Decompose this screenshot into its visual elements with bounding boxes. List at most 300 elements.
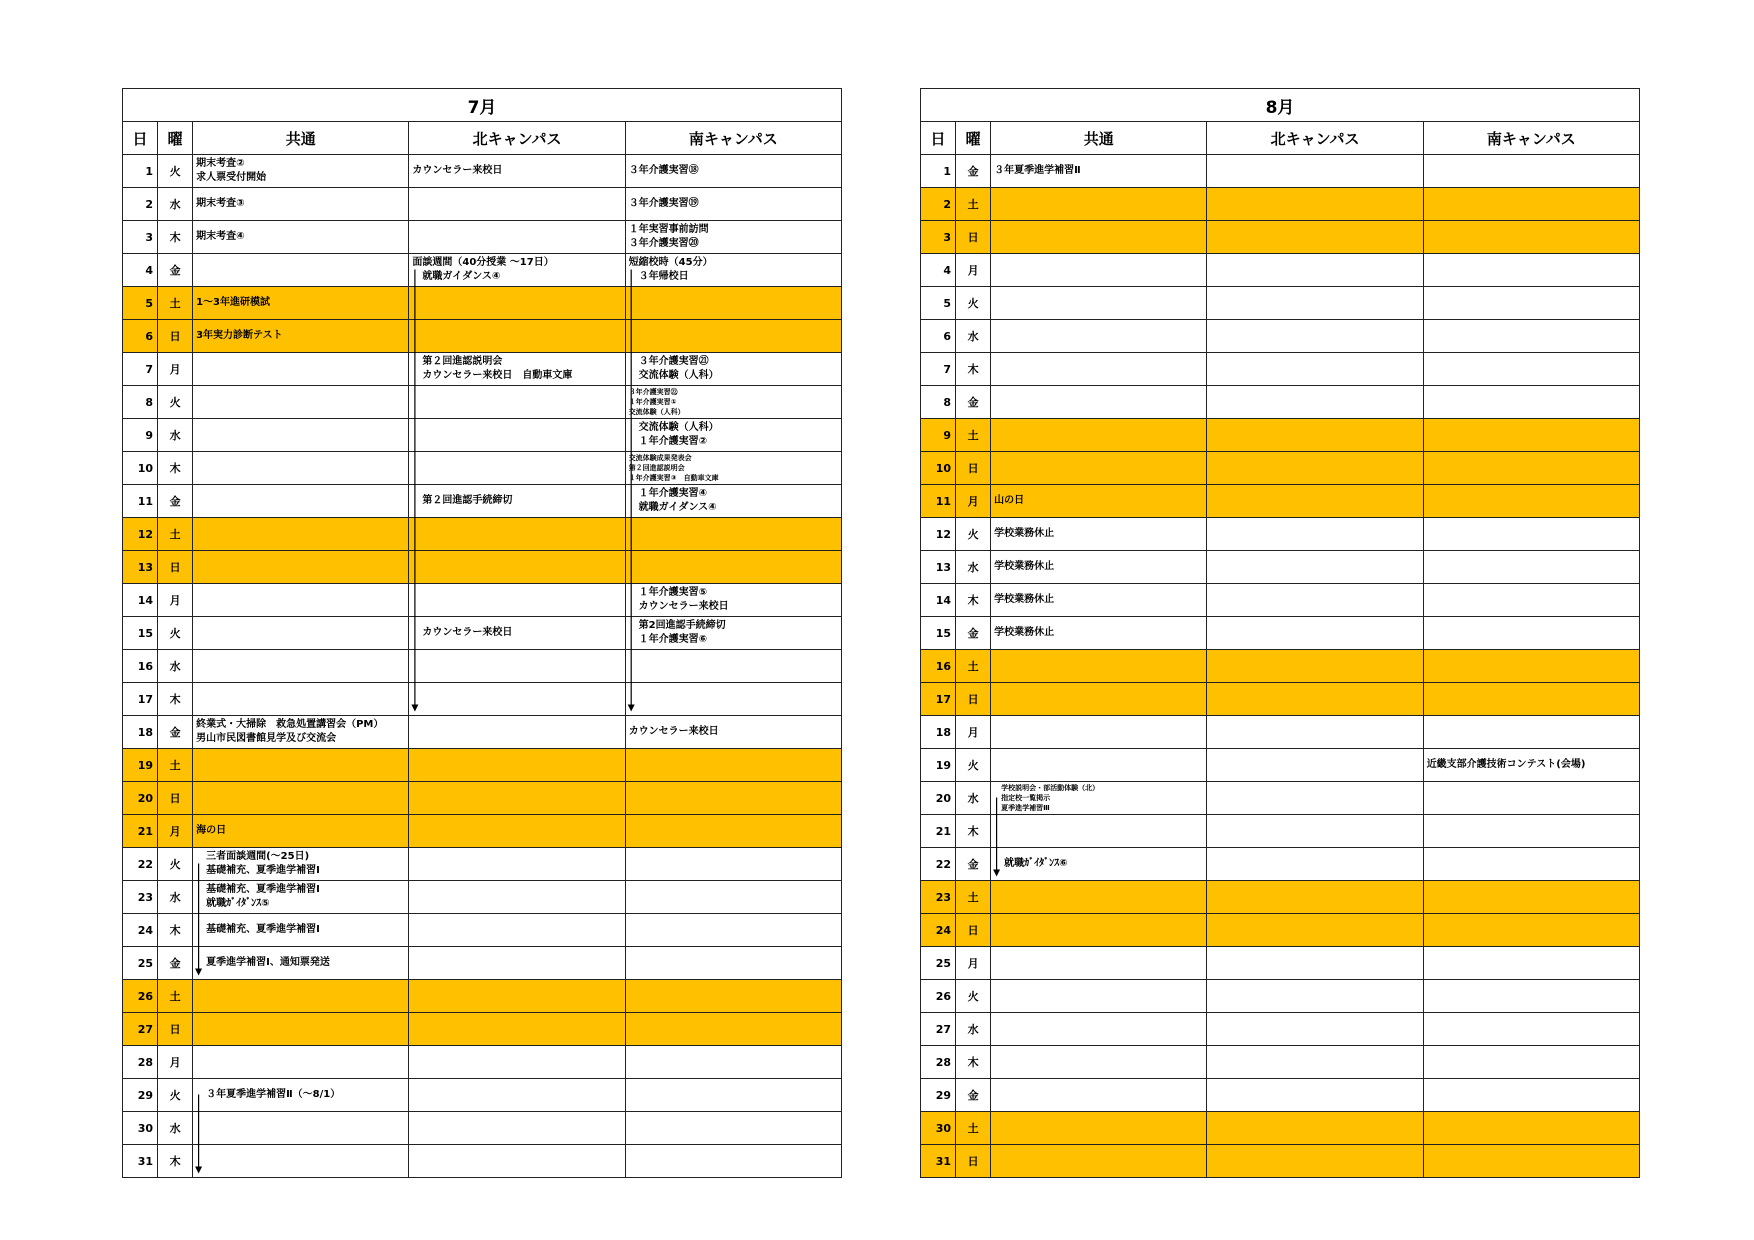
north-campus-event <box>409 947 625 980</box>
weekday: 水 <box>956 1013 991 1046</box>
common-event <box>991 419 1207 452</box>
weekday: 火 <box>956 749 991 782</box>
north-campus-event <box>409 320 625 353</box>
south-campus-event <box>1423 221 1639 254</box>
table-row <box>921 881 1640 914</box>
table-row <box>921 980 1640 1013</box>
common-event <box>991 353 1207 386</box>
weekday: 土 <box>956 188 991 221</box>
weekday: 日 <box>158 782 193 815</box>
day-number: 27 <box>921 1013 956 1046</box>
day-number: 31 <box>921 1145 956 1178</box>
day-number: 12 <box>123 518 158 551</box>
south-campus-event <box>1423 650 1639 683</box>
north-campus-event <box>1207 1013 1423 1046</box>
south-campus-event <box>1423 815 1639 848</box>
weekday: 土 <box>158 518 193 551</box>
north-campus-event <box>409 419 625 452</box>
table-row <box>123 1013 842 1046</box>
common-event: 1～3年進研模試 <box>193 287 409 320</box>
day-number: 20 <box>921 782 956 815</box>
common-event <box>193 584 409 617</box>
day-number: 16 <box>921 650 956 683</box>
weekday: 木 <box>158 683 193 716</box>
table-row <box>123 518 842 551</box>
common-event <box>193 254 409 287</box>
north-campus-event <box>409 650 625 683</box>
north-campus-event <box>409 749 625 782</box>
common-event <box>193 551 409 584</box>
south-campus-event <box>1423 155 1639 188</box>
weekday: 日 <box>956 914 991 947</box>
south-campus-event <box>1423 914 1639 947</box>
north-campus-event <box>1207 1079 1423 1112</box>
table-row <box>123 353 842 386</box>
south-campus-event <box>625 980 841 1013</box>
north-campus-event <box>409 452 625 485</box>
day-number: 28 <box>921 1046 956 1079</box>
north-campus-event <box>409 1079 625 1112</box>
table-row <box>921 1046 1640 1079</box>
day-number: 7 <box>123 353 158 386</box>
weekday: 月 <box>158 815 193 848</box>
day-number: 22 <box>921 848 956 881</box>
calendar-table-august <box>920 88 1640 1178</box>
day-number: 29 <box>123 1079 158 1112</box>
day-number: 21 <box>921 815 956 848</box>
north-campus-event <box>1207 1112 1423 1145</box>
common-event <box>193 452 409 485</box>
common-event: 期末考査③ <box>193 188 409 221</box>
south-campus-event <box>1423 683 1639 716</box>
common-event: 期末考査④ <box>193 221 409 254</box>
north-campus-event <box>409 551 625 584</box>
north-campus-event <box>1207 419 1423 452</box>
weekday: 火 <box>956 980 991 1013</box>
north-campus-event <box>1207 947 1423 980</box>
weekday: 水 <box>956 551 991 584</box>
table-row <box>921 485 1640 518</box>
table-row <box>123 947 842 980</box>
weekday: 木 <box>158 452 193 485</box>
common-event <box>991 914 1207 947</box>
north-campus-event <box>409 188 625 221</box>
table-row <box>921 287 1640 320</box>
north-campus-event <box>409 386 625 419</box>
common-event <box>991 1145 1207 1178</box>
north-campus-event <box>409 1013 625 1046</box>
day-number: 13 <box>123 551 158 584</box>
month-title: 7月 <box>123 89 842 122</box>
day-number: 29 <box>921 1079 956 1112</box>
common-event <box>991 188 1207 221</box>
weekday: 水 <box>956 782 991 815</box>
south-campus-event <box>1423 848 1639 881</box>
header-north-campus: 北キャンパス <box>1207 122 1423 155</box>
day-number: 5 <box>123 287 158 320</box>
table-row <box>921 1112 1640 1145</box>
table-row <box>123 1079 842 1112</box>
weekday: 木 <box>956 584 991 617</box>
table-row <box>123 221 842 254</box>
common-event: 学校説明会・部活動体験（北） 指定校一覧掲示 夏季進学補習Ⅲ <box>991 782 1207 815</box>
table-row <box>123 254 842 287</box>
day-number: 30 <box>123 1112 158 1145</box>
weekday: 火 <box>158 1079 193 1112</box>
south-campus-event: 近畿支部介護技術コンテスト(会場) <box>1423 749 1639 782</box>
south-campus-event <box>625 1079 841 1112</box>
common-event: 海の日 <box>193 815 409 848</box>
north-campus-event <box>409 1112 625 1145</box>
south-campus-event <box>625 1013 841 1046</box>
weekday: 木 <box>158 1145 193 1178</box>
common-event: 3年実力診断テスト <box>193 320 409 353</box>
north-campus-event <box>1207 188 1423 221</box>
north-campus-event <box>409 221 625 254</box>
table-row <box>123 1112 842 1145</box>
south-campus-event <box>625 551 841 584</box>
header-south-campus: 南キャンパス <box>1423 122 1639 155</box>
common-event <box>991 1079 1207 1112</box>
weekday: 日 <box>158 1013 193 1046</box>
north-campus-event <box>409 584 625 617</box>
north-campus-event <box>1207 386 1423 419</box>
day-number: 19 <box>921 749 956 782</box>
common-event: 基礎補充、夏季進学補習Ⅰ <box>193 914 409 947</box>
south-campus-event <box>625 749 841 782</box>
day-number: 15 <box>921 617 956 650</box>
south-campus-event: ３年介護実習㉒ １年介護実習① 交流体験（人科） <box>625 386 841 419</box>
common-event: ３年夏季進学補習Ⅱ（～8/1） <box>193 1079 409 1112</box>
weekday: 水 <box>158 1112 193 1145</box>
north-campus-event <box>1207 815 1423 848</box>
table-row <box>921 749 1640 782</box>
common-event <box>193 980 409 1013</box>
weekday: 土 <box>158 749 193 782</box>
weekday: 火 <box>158 386 193 419</box>
weekday: 火 <box>158 617 193 650</box>
south-campus-event <box>625 815 841 848</box>
north-campus-event: 面談週間（40分授業 ～17日） 就職ガイダンス④ <box>409 254 625 287</box>
common-event <box>991 1112 1207 1145</box>
south-campus-event <box>1423 617 1639 650</box>
table-row <box>921 650 1640 683</box>
common-event <box>991 815 1207 848</box>
south-campus-event <box>1423 386 1639 419</box>
table-row <box>921 815 1640 848</box>
table-row <box>921 419 1640 452</box>
weekday: 月 <box>158 584 193 617</box>
north-campus-event <box>409 815 625 848</box>
table-row <box>921 221 1640 254</box>
table-row <box>921 254 1640 287</box>
south-campus-event <box>1423 287 1639 320</box>
day-number: 6 <box>123 320 158 353</box>
table-row <box>921 386 1640 419</box>
south-campus-event <box>1423 551 1639 584</box>
table-row <box>123 386 842 419</box>
table-row <box>921 1145 1640 1178</box>
day-number: 1 <box>123 155 158 188</box>
table-row <box>123 419 842 452</box>
weekday: 日 <box>158 551 193 584</box>
north-campus-event: カウンセラー来校日 <box>409 617 625 650</box>
table-row <box>921 947 1640 980</box>
table-row <box>123 815 842 848</box>
day-number: 22 <box>123 848 158 881</box>
weekday: 金 <box>158 947 193 980</box>
day-number: 10 <box>123 452 158 485</box>
south-campus-event <box>1423 1112 1639 1145</box>
weekday: 日 <box>956 221 991 254</box>
south-campus-event <box>1423 188 1639 221</box>
north-campus-event <box>409 683 625 716</box>
common-event: 終業式・大掃除 救急処置講習会（PM） 男山市民図書館見学及び交流会 <box>193 716 409 749</box>
common-event: 学校業務休止 <box>991 617 1207 650</box>
weekday: 月 <box>158 1046 193 1079</box>
weekday: 日 <box>956 452 991 485</box>
common-event <box>991 1046 1207 1079</box>
table-row <box>921 914 1640 947</box>
table-row <box>123 452 842 485</box>
south-campus-event <box>625 1145 841 1178</box>
north-campus-event <box>1207 254 1423 287</box>
day-number: 13 <box>921 551 956 584</box>
south-campus-event: 短縮校時（45分） ３年帰校日 <box>625 254 841 287</box>
south-campus-event: １年介護実習⑤ カウンセラー来校日 <box>625 584 841 617</box>
common-event <box>991 980 1207 1013</box>
weekday: 金 <box>158 485 193 518</box>
table-row <box>123 683 842 716</box>
weekday: 金 <box>956 1079 991 1112</box>
day-number: 25 <box>921 947 956 980</box>
common-event <box>991 287 1207 320</box>
south-campus-event <box>625 683 841 716</box>
weekday: 木 <box>956 1046 991 1079</box>
south-campus-event <box>1423 1079 1639 1112</box>
weekday: 土 <box>158 980 193 1013</box>
table-row <box>123 980 842 1013</box>
table-row <box>921 452 1640 485</box>
header-common: 共通 <box>193 122 409 155</box>
header-weekday: 曜 <box>956 122 991 155</box>
common-event <box>193 683 409 716</box>
common-event <box>193 1145 409 1178</box>
common-event <box>991 716 1207 749</box>
south-campus-event <box>1423 320 1639 353</box>
table-row <box>123 650 842 683</box>
north-campus-event <box>1207 980 1423 1013</box>
header-weekday: 曜 <box>158 122 193 155</box>
header-common: 共通 <box>991 122 1207 155</box>
common-event <box>193 353 409 386</box>
south-campus-event <box>1423 881 1639 914</box>
table-row <box>921 1079 1640 1112</box>
table-row <box>123 782 842 815</box>
day-number: 24 <box>123 914 158 947</box>
common-event <box>991 1013 1207 1046</box>
day-number: 11 <box>921 485 956 518</box>
common-event: 夏季進学補習Ⅰ、通知票発送 <box>193 947 409 980</box>
table-row <box>921 683 1640 716</box>
common-event <box>991 749 1207 782</box>
weekday: 金 <box>956 386 991 419</box>
day-number: 31 <box>123 1145 158 1178</box>
weekday: 日 <box>158 320 193 353</box>
day-number: 18 <box>123 716 158 749</box>
common-event <box>193 1112 409 1145</box>
south-campus-event <box>625 782 841 815</box>
south-campus-event <box>625 947 841 980</box>
day-number: 4 <box>921 254 956 287</box>
weekday: 火 <box>956 518 991 551</box>
common-event <box>193 749 409 782</box>
weekday: 火 <box>158 848 193 881</box>
table-row <box>123 155 842 188</box>
weekday: 金 <box>956 155 991 188</box>
north-campus-event <box>1207 485 1423 518</box>
weekday: 月 <box>158 353 193 386</box>
north-campus-event: カウンセラー来校日 <box>409 155 625 188</box>
table-row <box>123 617 842 650</box>
weekday: 水 <box>158 188 193 221</box>
south-campus-event <box>1423 419 1639 452</box>
common-event <box>193 485 409 518</box>
north-campus-event <box>1207 881 1423 914</box>
table-row <box>921 518 1640 551</box>
table-row <box>123 716 842 749</box>
table-row <box>123 551 842 584</box>
south-campus-event <box>1423 485 1639 518</box>
north-campus-event: 第２回進認説明会 カウンセラー来校日 自動車文庫 <box>409 353 625 386</box>
day-number: 26 <box>921 980 956 1013</box>
north-campus-event <box>409 1046 625 1079</box>
south-campus-event <box>1423 1046 1639 1079</box>
north-campus-event <box>1207 1046 1423 1079</box>
common-event <box>991 947 1207 980</box>
weekday: 水 <box>158 881 193 914</box>
south-campus-event <box>1423 518 1639 551</box>
north-campus-event <box>1207 716 1423 749</box>
day-number: 2 <box>921 188 956 221</box>
day-number: 6 <box>921 320 956 353</box>
common-event <box>991 254 1207 287</box>
north-campus-event <box>1207 551 1423 584</box>
common-event: ３年夏季進学補習Ⅱ <box>991 155 1207 188</box>
header-south-campus: 南キャンパス <box>625 122 841 155</box>
day-number: 21 <box>123 815 158 848</box>
common-event <box>193 617 409 650</box>
weekday: 金 <box>956 848 991 881</box>
day-number: 17 <box>921 683 956 716</box>
south-campus-event <box>1423 1145 1639 1178</box>
day-number: 17 <box>123 683 158 716</box>
north-campus-event <box>1207 221 1423 254</box>
common-event <box>193 386 409 419</box>
south-campus-event <box>1423 584 1639 617</box>
common-event <box>991 452 1207 485</box>
common-event <box>991 386 1207 419</box>
weekday: 木 <box>158 914 193 947</box>
weekday: 木 <box>956 353 991 386</box>
table-row <box>921 155 1640 188</box>
day-number: 24 <box>921 914 956 947</box>
north-campus-event <box>1207 155 1423 188</box>
north-campus-event <box>1207 584 1423 617</box>
day-number: 11 <box>123 485 158 518</box>
common-event <box>193 518 409 551</box>
south-campus-event <box>625 1112 841 1145</box>
weekday: 日 <box>956 1145 991 1178</box>
common-event <box>193 650 409 683</box>
weekday: 水 <box>158 419 193 452</box>
south-campus-event <box>1423 254 1639 287</box>
calendar-july <box>122 88 842 1178</box>
weekday: 土 <box>956 1112 991 1145</box>
table-row <box>123 188 842 221</box>
weekday: 月 <box>956 485 991 518</box>
north-campus-event <box>409 914 625 947</box>
day-number: 3 <box>921 221 956 254</box>
south-campus-event <box>625 320 841 353</box>
common-event <box>193 419 409 452</box>
day-number: 14 <box>921 584 956 617</box>
common-event <box>991 650 1207 683</box>
table-row <box>921 188 1640 221</box>
table-row <box>921 584 1640 617</box>
north-campus-event <box>1207 1145 1423 1178</box>
day-number: 8 <box>921 386 956 419</box>
day-number: 26 <box>123 980 158 1013</box>
north-campus-event <box>409 716 625 749</box>
weekday: 水 <box>158 650 193 683</box>
south-campus-event: ３年介護実習⑲ <box>625 188 841 221</box>
weekday: 木 <box>956 815 991 848</box>
north-campus-event <box>1207 914 1423 947</box>
south-campus-event: 交流体験（人科） １年介護実習② <box>625 419 841 452</box>
south-campus-event <box>625 650 841 683</box>
weekday: 火 <box>158 155 193 188</box>
day-number: 27 <box>123 1013 158 1046</box>
day-number: 28 <box>123 1046 158 1079</box>
day-number: 15 <box>123 617 158 650</box>
calendar-table-july <box>122 88 842 1178</box>
common-event: 基礎補充、夏季進学補習Ⅰ 就職ｶﾞｲﾀﾞﾝｽ⑤ <box>193 881 409 914</box>
north-campus-event <box>409 881 625 914</box>
south-campus-event <box>625 881 841 914</box>
weekday: 水 <box>956 320 991 353</box>
day-number: 9 <box>123 419 158 452</box>
table-row <box>123 1145 842 1178</box>
common-event: 就職ｶﾞｲﾀﾞﾝｽ⑥ <box>991 848 1207 881</box>
month-title: 8月 <box>921 89 1640 122</box>
common-event <box>991 683 1207 716</box>
table-row <box>921 1013 1640 1046</box>
common-event <box>991 320 1207 353</box>
day-number: 20 <box>123 782 158 815</box>
weekday: 金 <box>956 617 991 650</box>
day-number: 14 <box>123 584 158 617</box>
common-event <box>193 782 409 815</box>
south-campus-event: ３年介護実習㉑ 交流体験（人科） <box>625 353 841 386</box>
table-row <box>123 848 842 881</box>
day-number: 18 <box>921 716 956 749</box>
weekday: 月 <box>956 716 991 749</box>
table-row <box>921 320 1640 353</box>
table-row <box>123 320 842 353</box>
south-campus-event: ３年介護実習⑱ <box>625 155 841 188</box>
common-event: 山の日 <box>991 485 1207 518</box>
